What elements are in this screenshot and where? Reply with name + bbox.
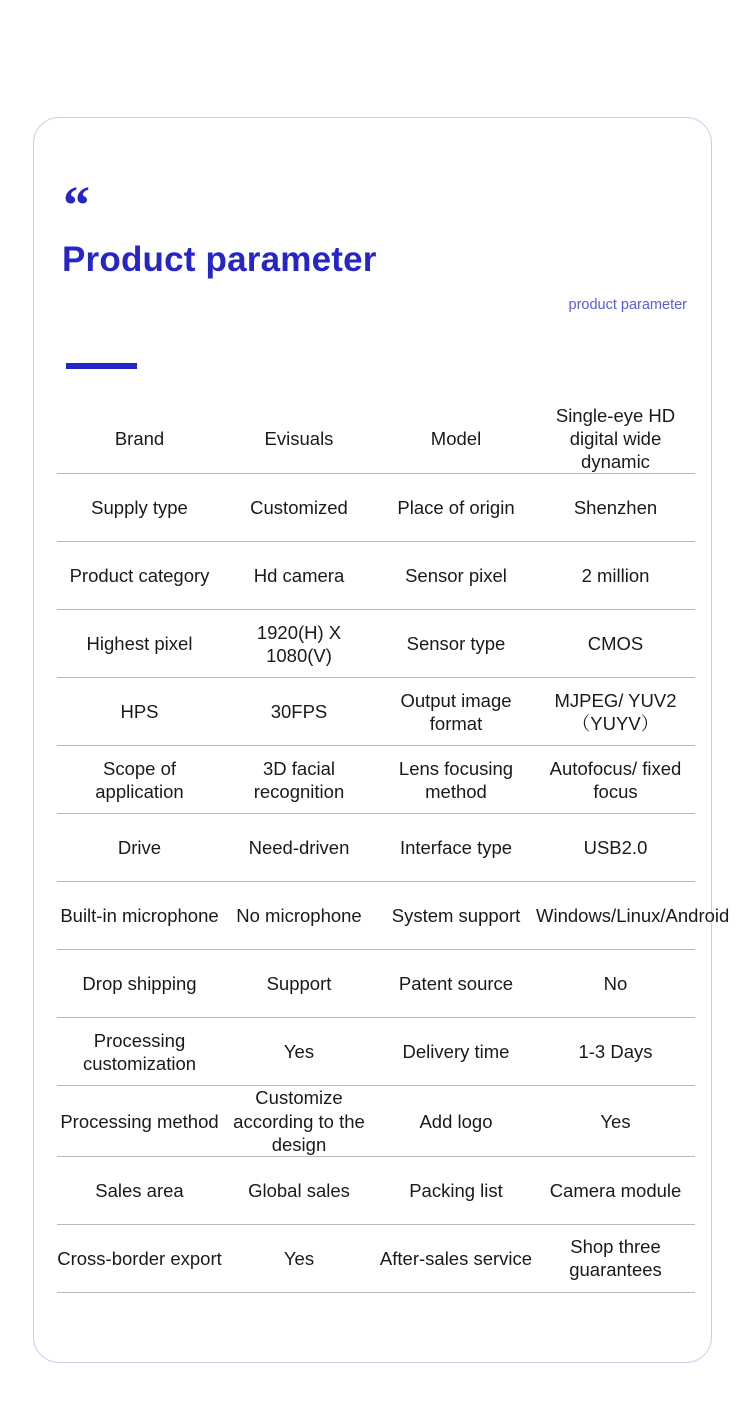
- table-row: [57, 882, 695, 950]
- table-row: [57, 610, 695, 678]
- spec-label: Processing method: [57, 1086, 222, 1156]
- spec-label: Add logo: [376, 1086, 536, 1156]
- spec-label: Brand: [57, 404, 222, 474]
- spec-label: Highest pixel: [57, 610, 222, 678]
- spec-label: Scope of application: [57, 746, 222, 814]
- spec-label: Lens focusing method: [376, 746, 536, 814]
- spec-label: Sensor type: [376, 610, 536, 678]
- table-row: [57, 1224, 695, 1292]
- spec-label: After-sales service: [376, 1224, 536, 1292]
- spec-value: Need-driven: [222, 814, 376, 882]
- spec-label: Sales area: [57, 1156, 222, 1224]
- spec-label: Patent source: [376, 950, 536, 1018]
- page-title: Product parameter: [62, 240, 377, 279]
- spec-value: Yes: [536, 1086, 695, 1156]
- spec-value: Customized: [222, 474, 376, 542]
- spec-value: MJPEG/ YUV2（YUYV）: [536, 678, 695, 746]
- page-subtitle: product parameter: [568, 297, 687, 313]
- spec-value: Camera module: [536, 1156, 695, 1224]
- table-row: [57, 950, 695, 1018]
- spec-value: Customize according to the design: [222, 1086, 376, 1156]
- table-row: [57, 404, 695, 474]
- spec-value: 1-3 Days: [536, 1018, 695, 1086]
- spec-table: [57, 404, 730, 1293]
- spec-value: Single-eye HD digital wide dynamic: [536, 404, 695, 474]
- spec-label: Sensor pixel: [376, 542, 536, 610]
- spec-value: Hd camera: [222, 542, 376, 610]
- spec-value: Support: [222, 950, 376, 1018]
- spec-value: Windows/Linux/Android: [536, 882, 695, 950]
- spec-value: 1920(H) X 1080(V): [222, 610, 376, 678]
- spec-value: Autofocus/ fixed focus: [536, 746, 695, 814]
- spec-value: Shop three guarantees: [536, 1224, 695, 1292]
- spec-value: Global sales: [222, 1156, 376, 1224]
- table-row: [57, 814, 695, 882]
- spec-label: Model: [376, 404, 536, 474]
- spec-value: 3D facial recognition: [222, 746, 376, 814]
- spec-label: Built-in microphone: [57, 882, 222, 950]
- table-row: [57, 678, 695, 746]
- quote-mark-icon: “: [63, 175, 88, 235]
- spec-label: Interface type: [376, 814, 536, 882]
- spec-label: Drive: [57, 814, 222, 882]
- spec-value: 30FPS: [222, 678, 376, 746]
- accent-divider: [66, 363, 137, 369]
- spec-value: CMOS: [536, 610, 695, 678]
- spec-value: Yes: [222, 1224, 376, 1292]
- spec-value: Yes: [222, 1018, 376, 1086]
- spec-value: No: [536, 950, 695, 1018]
- spec-label: HPS: [57, 678, 222, 746]
- spec-value: 2 million: [536, 542, 695, 610]
- spec-label: Drop shipping: [57, 950, 222, 1018]
- spec-label: Product category: [57, 542, 222, 610]
- spec-label: Processing customization: [57, 1018, 222, 1086]
- table-row: [57, 1018, 695, 1086]
- spec-label: System support: [376, 882, 536, 950]
- spec-value: Shenzhen: [536, 474, 695, 542]
- spec-label: Supply type: [57, 474, 222, 542]
- spec-value: No microphone: [222, 882, 376, 950]
- spec-table-body: [57, 404, 730, 1292]
- spec-value: Evisuals: [222, 404, 376, 474]
- table-row: [57, 542, 695, 610]
- spec-value: USB2.0: [536, 814, 695, 882]
- spec-label: Delivery time: [376, 1018, 536, 1086]
- table-row: [57, 1156, 695, 1224]
- spec-label: Packing list: [376, 1156, 536, 1224]
- table-row: [57, 746, 695, 814]
- spec-label: Place of origin: [376, 474, 536, 542]
- spec-label: Cross-border export: [57, 1224, 222, 1292]
- table-row: [57, 1086, 695, 1156]
- spec-label: Output image format: [376, 678, 536, 746]
- table-row: [57, 474, 695, 542]
